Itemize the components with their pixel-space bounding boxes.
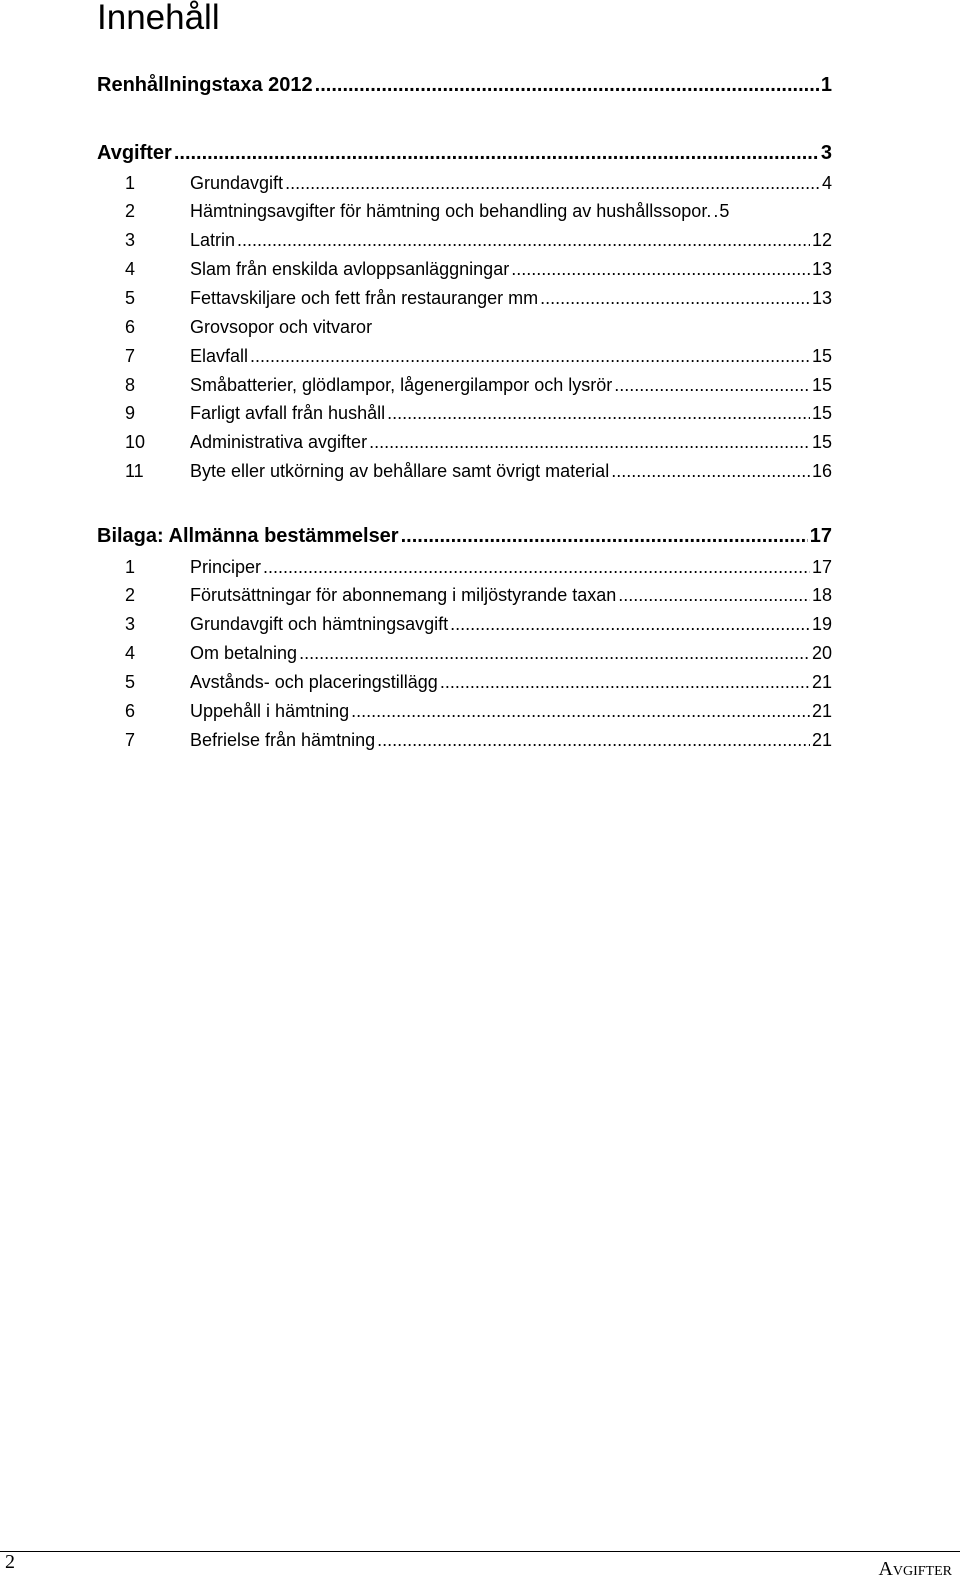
toc-item[interactable] — [125, 698, 832, 724]
toc-leader-dots — [450, 611, 810, 637]
toc-leader-dots — [250, 343, 810, 369]
toc-item[interactable] — [125, 554, 832, 580]
toc-page-number: 21 — [811, 701, 832, 721]
toc-item[interactable] — [125, 198, 832, 224]
toc-leader-dots — [387, 400, 810, 426]
toc-item-number: 9 — [125, 403, 136, 423]
toc-leader-dots — [618, 582, 810, 608]
footer-section-name: Avgifter — [878, 1558, 952, 1580]
toc-page-number: 17 — [811, 557, 832, 577]
toc-item-text: Byte eller utkörning av behållare samt övrigt material — [190, 461, 610, 481]
toc-leader-dots — [369, 429, 810, 455]
toc-item-number: 1 — [125, 173, 136, 193]
toc-item-text: Slam från enskilda avloppsanläggningar — [190, 259, 510, 279]
toc-item[interactable] — [125, 256, 832, 282]
toc-page-number: 1 — [820, 74, 832, 96]
toc-item[interactable] — [125, 669, 832, 695]
toc-heading-text: Avgifter — [97, 142, 172, 164]
toc-item-number: 2 — [125, 585, 136, 605]
toc-item[interactable] — [125, 343, 832, 369]
toc-item-number: 6 — [125, 701, 136, 721]
toc-page-number: 4 — [821, 173, 832, 193]
toc-leader-dots — [174, 139, 819, 167]
toc-item-number: 11 — [125, 461, 144, 481]
toc-item-text: Grundavgift och hämtningsavgift — [190, 614, 449, 634]
toc-item-text: Grovsopor och vitvaror — [190, 317, 373, 337]
toc-item[interactable] — [125, 582, 832, 608]
toc-page-number: 15 — [811, 346, 832, 366]
footer-divider — [0, 1551, 960, 1552]
toc-item-text: Fettavskiljare och fett från restauranger mm — [190, 288, 539, 308]
toc-item-number: 1 — [125, 557, 136, 577]
toc-heading-text: Bilaga: Allmänna bestämmelser — [97, 525, 399, 547]
toc-page-number: 21 — [811, 730, 832, 750]
footer-page-number: 2 — [5, 1551, 15, 1573]
toc-item-number: 6 — [125, 317, 136, 337]
toc-leader-dots — [377, 727, 810, 753]
toc-leader-dots — [440, 669, 810, 695]
toc-item-number: 8 — [125, 375, 136, 395]
toc-item-text: Befrielse från hämtning — [190, 730, 376, 750]
toc-item-text: Förutsättningar för abonnemang i miljöstyrande taxan — [190, 585, 617, 605]
toc-page-number: 13 — [811, 259, 832, 279]
toc-item-text: Uppehåll i hämtning — [190, 701, 350, 721]
toc-item-number: 3 — [125, 230, 136, 250]
toc-item[interactable] — [125, 314, 832, 340]
toc-page-number: 5 — [719, 201, 730, 221]
toc-item[interactable] — [125, 727, 832, 753]
toc-leader-dots — [299, 640, 810, 666]
toc-item-number: 7 — [125, 346, 136, 366]
toc-item-text: Småbatterier, glödlampor, lågenergilampor och lysrör — [190, 375, 613, 395]
toc-item-text: Grundavgift — [190, 173, 284, 193]
toc-item-number: 3 — [125, 614, 136, 634]
toc-item-number: 5 — [125, 672, 136, 692]
toc-item-number: 2 — [125, 201, 136, 221]
toc-heading-avgifter[interactable] — [97, 139, 832, 167]
toc-item-text: Farligt avfall från hushåll — [190, 403, 386, 423]
toc-page-number: 20 — [811, 643, 832, 663]
toc-page-number: 18 — [811, 585, 832, 605]
toc-item-text: Elavfall — [190, 346, 249, 366]
toc-item-text: Latrin — [190, 230, 236, 250]
toc-leader-dots — [614, 372, 810, 398]
toc-item[interactable] — [125, 170, 832, 196]
toc-page-number: 15 — [811, 403, 832, 423]
toc-leader-dots — [351, 698, 810, 724]
toc-page-number: 13 — [811, 288, 832, 308]
toc-leader-dots — [611, 458, 810, 484]
toc-item-text: Administrativa avgifter — [190, 432, 368, 452]
toc-item-text: Avstånds- och placeringstillägg — [190, 672, 438, 692]
toc-leader-dots — [285, 170, 820, 196]
toc-item[interactable] — [125, 611, 832, 637]
toc-page-number: 17 — [809, 525, 832, 547]
toc-item[interactable] — [125, 458, 832, 484]
toc-item-text: Principer — [190, 557, 262, 577]
toc-item[interactable] — [125, 285, 832, 311]
toc-item[interactable] — [125, 227, 832, 253]
toc-leader-dots — [401, 522, 808, 550]
toc-page-number: 16 — [811, 461, 832, 481]
toc-item-number: 5 — [125, 288, 136, 308]
toc-page-number: 19 — [811, 614, 832, 634]
toc-page-number: 15 — [811, 432, 832, 452]
toc-item-number: 4 — [125, 643, 136, 663]
toc-item-text: Om betalning — [190, 643, 298, 663]
toc-heading-text: Renhållningstaxa 2012 — [97, 74, 313, 96]
page-title: Innehåll — [97, 0, 220, 37]
toc-leader-dots — [713, 198, 717, 224]
toc-leader-dots — [237, 227, 810, 253]
toc-heading-bilaga[interactable] — [97, 522, 832, 550]
toc-item[interactable] — [125, 400, 832, 426]
toc-item-text: Hämtningsavgifter för hämtning och behandling av hushållssopor. — [190, 201, 712, 221]
toc-page-number: 21 — [811, 672, 832, 692]
toc-item[interactable] — [125, 640, 832, 666]
toc-item-number: 7 — [125, 730, 136, 750]
toc-leader-dots — [263, 554, 810, 580]
toc-leader-dots — [540, 285, 810, 311]
toc-item-number: 10 — [125, 432, 146, 452]
toc-leader-dots — [511, 256, 810, 282]
toc-page-number: 3 — [820, 142, 832, 164]
toc-item-number: 4 — [125, 259, 136, 279]
toc-leader-dots — [315, 71, 819, 99]
toc-page-number: 15 — [811, 375, 832, 395]
toc-heading-renhallningstaxa[interactable] — [97, 71, 832, 99]
toc-item[interactable] — [125, 429, 832, 455]
toc-item[interactable] — [125, 372, 832, 398]
toc-page-number: 12 — [811, 230, 832, 250]
